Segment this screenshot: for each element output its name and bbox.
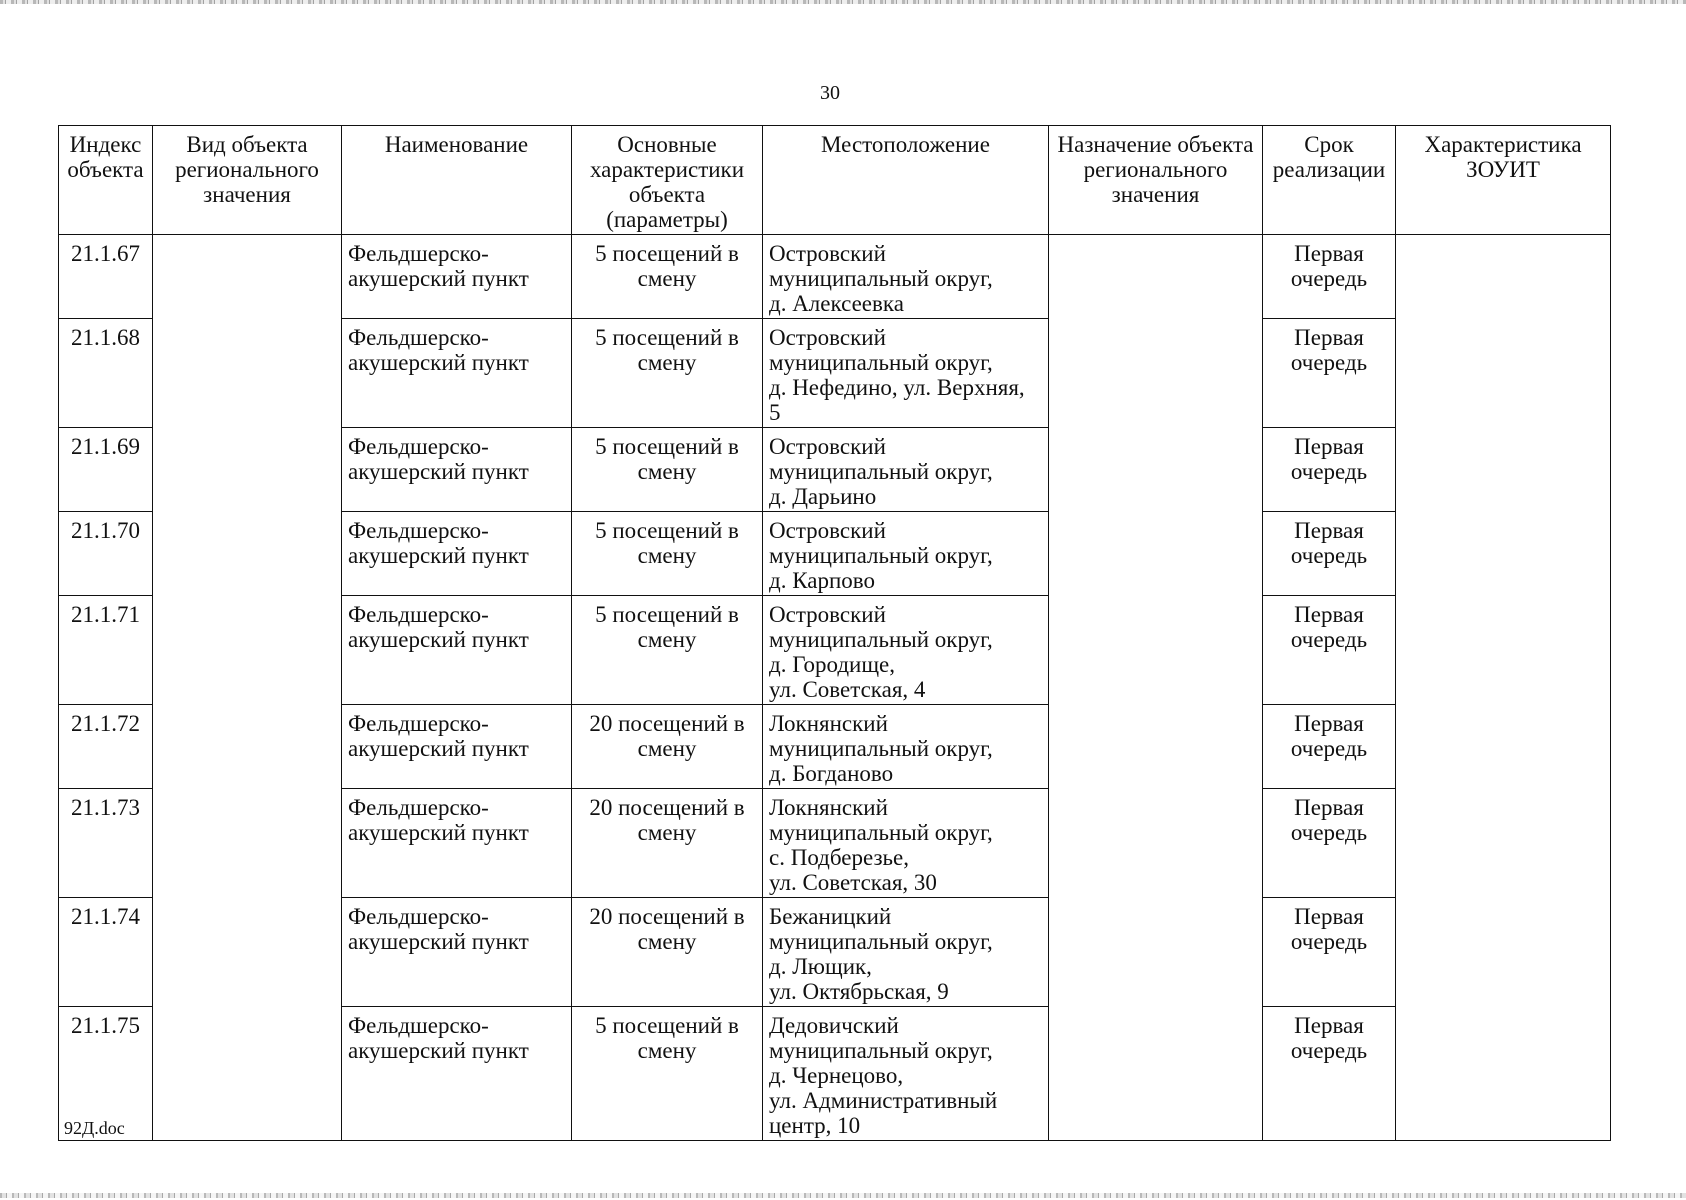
term-cell: Первая очередь bbox=[1263, 789, 1396, 898]
location-line: Локнянский bbox=[769, 711, 888, 736]
location-line: Островский bbox=[769, 325, 886, 350]
name-cell: Фельдшерско-акушерский пункт bbox=[342, 512, 572, 596]
term-cell: Первая очередь bbox=[1263, 596, 1396, 705]
location-line: муниципальный округ, bbox=[769, 627, 993, 652]
name-cell: Фельдшерско-акушерский пункт bbox=[342, 898, 572, 1007]
location-line: муниципальный округ, bbox=[769, 350, 993, 375]
index-cell: 21.1.75 bbox=[59, 1007, 153, 1141]
term-cell: Первая очередь bbox=[1263, 235, 1396, 319]
index-cell: 21.1.73 bbox=[59, 789, 153, 898]
name-cell: Фельдшерско-акушерский пункт bbox=[342, 789, 572, 898]
index-cell: 21.1.69 bbox=[59, 428, 153, 512]
location-cell bbox=[763, 235, 1049, 319]
location-line: Островский bbox=[769, 518, 886, 543]
name-cell: Фельдшерско-акушерский пункт bbox=[342, 596, 572, 705]
location-line: с. Подберезье, bbox=[769, 845, 909, 870]
index-cell: 21.1.68 bbox=[59, 319, 153, 428]
header-name: Наименование bbox=[342, 126, 572, 235]
term-cell: Первая очередь bbox=[1263, 1007, 1396, 1141]
term-cell: Первая очередь bbox=[1263, 319, 1396, 428]
term-cell: Первая очередь bbox=[1263, 705, 1396, 789]
location-line: Островский bbox=[769, 434, 886, 459]
location-line: д. Нефедино, ул. Верхняя, bbox=[769, 375, 1025, 400]
location-line: муниципальный округ, bbox=[769, 820, 993, 845]
header-params: Основные характеристики объекта (параметры) bbox=[572, 126, 763, 235]
location-cell bbox=[763, 428, 1049, 512]
document-filename: 92Д.doc bbox=[64, 1118, 125, 1138]
location-line: центр, 10 bbox=[769, 1113, 861, 1138]
location-line: муниципальный округ, bbox=[769, 459, 993, 484]
location-line: д. Карпово bbox=[769, 568, 875, 593]
header-term: Срок реализации bbox=[1263, 126, 1396, 235]
name-cell: Фельдшерско-акушерский пункт bbox=[342, 235, 572, 319]
location-cell bbox=[763, 512, 1049, 596]
params-cell: 20 посещений в смену bbox=[572, 705, 763, 789]
params-cell: 5 посещений в смену bbox=[572, 235, 763, 319]
params-cell: 20 посещений в смену bbox=[572, 898, 763, 1007]
location-line: ул. Октябрьская, 9 bbox=[769, 979, 949, 1004]
term-cell: Первая очередь bbox=[1263, 428, 1396, 512]
location-line: Островский bbox=[769, 602, 886, 627]
index-cell: 21.1.70 bbox=[59, 512, 153, 596]
index-cell: 21.1.67 bbox=[59, 235, 153, 319]
index-cell: 21.1.71 bbox=[59, 596, 153, 705]
table-header-row bbox=[59, 126, 1611, 235]
scan-edge-bottom bbox=[0, 1193, 1686, 1198]
params-cell: 5 посещений в смену bbox=[572, 1007, 763, 1141]
location-cell bbox=[763, 705, 1049, 789]
header-object-kind: Вид объекта регионального значения bbox=[153, 126, 342, 235]
location-line: муниципальный округ, bbox=[769, 1038, 993, 1063]
zouit-cell bbox=[1396, 235, 1611, 1141]
location-line: Бежаницкий bbox=[769, 904, 892, 929]
location-line: Островский bbox=[769, 241, 886, 266]
location-line: ул. Административный bbox=[769, 1088, 998, 1113]
location-line: Дедовичский bbox=[769, 1013, 899, 1038]
header-zouit: Характеристика ЗОУИТ bbox=[1396, 126, 1611, 235]
term-cell: Первая очередь bbox=[1263, 898, 1396, 1007]
location-line: Локнянский bbox=[769, 795, 888, 820]
params-cell: 5 посещений в смену bbox=[572, 512, 763, 596]
purpose-cell bbox=[1049, 235, 1263, 1141]
location-line: д. Лющик, bbox=[769, 954, 872, 979]
location-line: муниципальный округ, bbox=[769, 266, 993, 291]
location-line: д. Чернецово, bbox=[769, 1063, 904, 1088]
location-line: ул. Советская, 4 bbox=[769, 677, 926, 702]
location-cell bbox=[763, 1007, 1049, 1141]
location-line: муниципальный округ, bbox=[769, 543, 993, 568]
location-line: муниципальный округ, bbox=[769, 736, 993, 761]
header-purpose: Назначение объекта регионального значения bbox=[1049, 126, 1263, 235]
location-line: д. Дарьино bbox=[769, 484, 877, 509]
index-cell: 21.1.72 bbox=[59, 705, 153, 789]
name-cell: Фельдшерско-акушерский пункт bbox=[342, 319, 572, 428]
location-line: д. Богданово bbox=[769, 761, 894, 786]
name-cell: Фельдшерско-акушерский пункт bbox=[342, 1007, 572, 1141]
location-line: д. Городище, bbox=[769, 652, 895, 677]
location-line: д. Алексеевка bbox=[769, 291, 904, 316]
page-number: 30 bbox=[820, 82, 840, 104]
table-row bbox=[59, 235, 1611, 319]
header-index: Индекс объекта bbox=[59, 126, 153, 235]
location-cell bbox=[763, 596, 1049, 705]
location-line: ул. Советская, 30 bbox=[769, 870, 937, 895]
location-cell bbox=[763, 898, 1049, 1007]
scan-edge-top bbox=[0, 0, 1686, 4]
name-cell: Фельдшерско-акушерский пункт bbox=[342, 428, 572, 512]
params-cell: 5 посещений в смену bbox=[572, 428, 763, 512]
index-cell: 21.1.74 bbox=[59, 898, 153, 1007]
params-cell: 5 посещений в смену bbox=[572, 596, 763, 705]
location-cell bbox=[763, 319, 1049, 428]
params-cell: 5 посещений в смену bbox=[572, 319, 763, 428]
term-cell: Первая очередь bbox=[1263, 512, 1396, 596]
header-location: Местоположение bbox=[763, 126, 1049, 235]
location-line: муниципальный округ, bbox=[769, 929, 993, 954]
location-cell bbox=[763, 789, 1049, 898]
object-kind-cell bbox=[153, 235, 342, 1141]
name-cell: Фельдшерско-акушерский пункт bbox=[342, 705, 572, 789]
params-cell: 20 посещений в смену bbox=[572, 789, 763, 898]
location-line: 5 bbox=[769, 400, 781, 425]
objects-table bbox=[58, 125, 1611, 1141]
